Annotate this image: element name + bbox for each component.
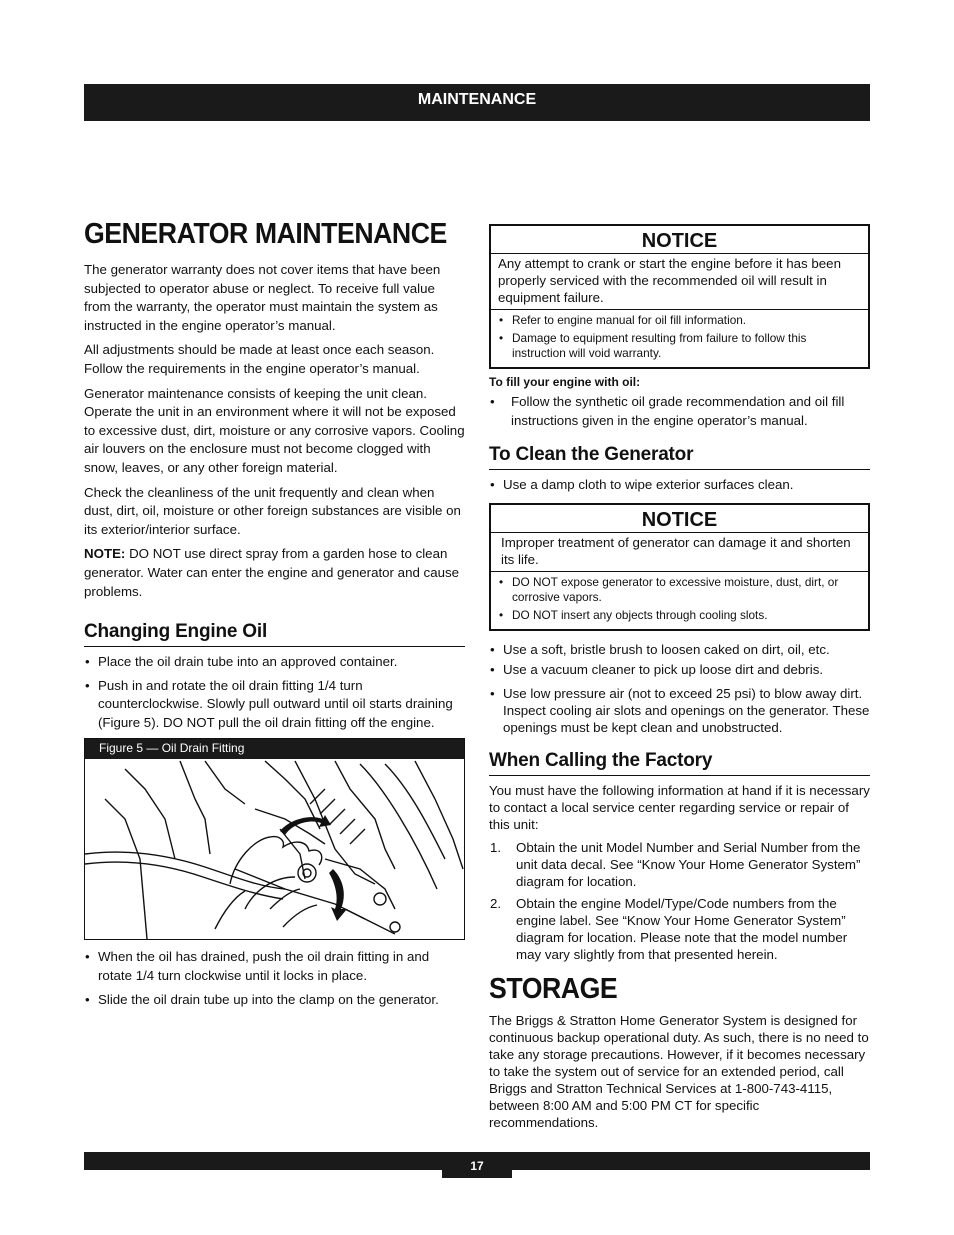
figure-oil-drain bbox=[84, 738, 465, 940]
oil-steps-list bbox=[84, 653, 465, 732]
fill-oil-subheading: To fill your engine with oil: bbox=[489, 375, 641, 389]
list-item: • DO NOT expose generator to excessive moisture, dust, dirt, or corrosive vapors. bbox=[498, 575, 861, 605]
factory-steps-list bbox=[489, 839, 870, 963]
notice-list bbox=[491, 572, 868, 629]
clean-generator-heading: To Clean the Generator bbox=[489, 444, 870, 470]
figure-caption: Figure 5 — Oil Drain Fitting bbox=[85, 739, 464, 759]
storage-paragraph: The Briggs & Stratton Home Generator System is designed for continuous backup operational duty. As such, there is no need to take any storage precautions. However, if it becomes necessary to take the system out of service for an extended period, call Briggs and Stratton Technical Services at 1-800-743-4115, between 8:00 AM and 5:00 PM CT for specific recommendations. bbox=[489, 1012, 869, 1130]
list-item bbox=[489, 839, 870, 890]
clean-list bbox=[489, 476, 870, 495]
cleanliness-paragraph: Check the cleanliness of the unit frequently and clean when dust, dirt, oil, moisture or other foreign substances are visible on its exterior/interior surface. bbox=[84, 484, 461, 537]
notice-body: Improper treatment of generator can damage it and shorten its life. bbox=[491, 533, 868, 572]
notice-title: NOTICE bbox=[491, 505, 868, 533]
note-label: NOTE: bbox=[84, 546, 126, 562]
list-item: • Use low pressure air (not to exceed 25 psi) to blow away dirt. Inspect cooling air slots and openings on the generator. These openings must be kept clean and unobstructed. bbox=[489, 685, 870, 736]
list-item: • Use a vacuum cleaner to pick up loose dirt and debris. bbox=[489, 661, 870, 680]
oil-drain-illustration bbox=[85, 759, 464, 939]
page-number: 17 bbox=[442, 1152, 512, 1178]
list-item: • Damage to equipment resulting from failure to follow this instruction will void warranty. bbox=[498, 331, 861, 361]
section-header-bar bbox=[84, 84, 870, 121]
notice-box-treatment bbox=[489, 503, 870, 631]
oil-steps-list-2 bbox=[84, 948, 465, 1009]
warranty-paragraph: The generator warranty does not cover items that have been subjected to operator abuse or neglect. To receive full value from the warranty, the operator must maintain the system as instructed in the engine operator’s manual. bbox=[84, 262, 441, 333]
note-paragraph bbox=[84, 545, 465, 601]
fill-oil-list bbox=[489, 393, 870, 430]
cleaning-paragraph: Generator maintenance consists of keeping the unit clean. Operate the unit in an environment where it will not be exposed to excessive dust, dirt, moisture or any corrosive vapors. Cooling air louvers on the enclosure must not become clogged with snow, leaves, or any other foreign material. bbox=[84, 385, 465, 475]
factory-intro: You must have the following information at hand if it is necessary to contact a local service center regarding service or repair of this unit: bbox=[489, 782, 870, 832]
notice-box-oil bbox=[489, 224, 870, 369]
list-item bbox=[489, 895, 870, 963]
calling-factory-heading: When Calling the Factory bbox=[489, 750, 870, 776]
clean-list-2 bbox=[489, 641, 870, 736]
list-item: • Follow the synthetic oil grade recommendation and oil fill instructions given in the engine operator’s manual. bbox=[489, 393, 870, 430]
changing-oil-heading: Changing Engine Oil bbox=[84, 621, 465, 647]
list-item: • Slide the oil drain tube up into the clamp on the generator. bbox=[84, 991, 465, 1010]
list-item: • Refer to engine manual for oil fill information. bbox=[498, 313, 861, 328]
list-item: • When the oil has drained, push the oil drain fitting in and rotate 1/4 turn clockwise until it locks in place. bbox=[84, 948, 465, 985]
right-column bbox=[489, 224, 870, 1137]
left-column bbox=[84, 218, 465, 1015]
list-item: • DO NOT insert any objects through cooling slots. bbox=[498, 608, 861, 623]
step-text: Obtain the engine Model/Type/Code numbers from the engine label. See “Know Your Home Generator System” diagram for location. Please note that the model number may vary slightly from that presented herein. bbox=[516, 895, 848, 962]
step-text: Obtain the unit Model Number and Serial Number from the unit data decal. See “Know Your Home Generator System” diagram for location. bbox=[516, 839, 861, 889]
notice-list bbox=[491, 310, 868, 367]
notice-title: NOTICE bbox=[491, 226, 868, 254]
note-text: DO NOT use direct spray from a garden hose to clean generator. Water can enter the engine and generator and cause problems. bbox=[84, 546, 460, 599]
section-title: MAINTENANCE bbox=[417, 91, 537, 108]
list-item: • Push in and rotate the oil drain fitting 1/4 turn counterclockwise. Slowly pull outward until oil starts draining (Figure 5). DO NOT pull the oil drain fitting off the engine. bbox=[84, 677, 465, 733]
list-item: • Use a soft, bristle brush to loosen caked on dirt, oil, etc. bbox=[489, 641, 870, 660]
storage-title: STORAGE bbox=[489, 972, 618, 1005]
page-title: GENERATOR MAINTENANCE bbox=[84, 218, 447, 250]
list-item: • Place the oil drain tube into an approved container. bbox=[84, 653, 465, 672]
notice-body: Any attempt to crank or start the engine before it has been properly serviced with the recommended oil will result in equipment failure. bbox=[491, 254, 868, 310]
adjustments-paragraph: All adjustments should be made at least once each season. Follow the requirements in the engine operator’s manual. bbox=[84, 342, 435, 376]
list-item: • Use a damp cloth to wipe exterior surfaces clean. bbox=[489, 476, 870, 495]
